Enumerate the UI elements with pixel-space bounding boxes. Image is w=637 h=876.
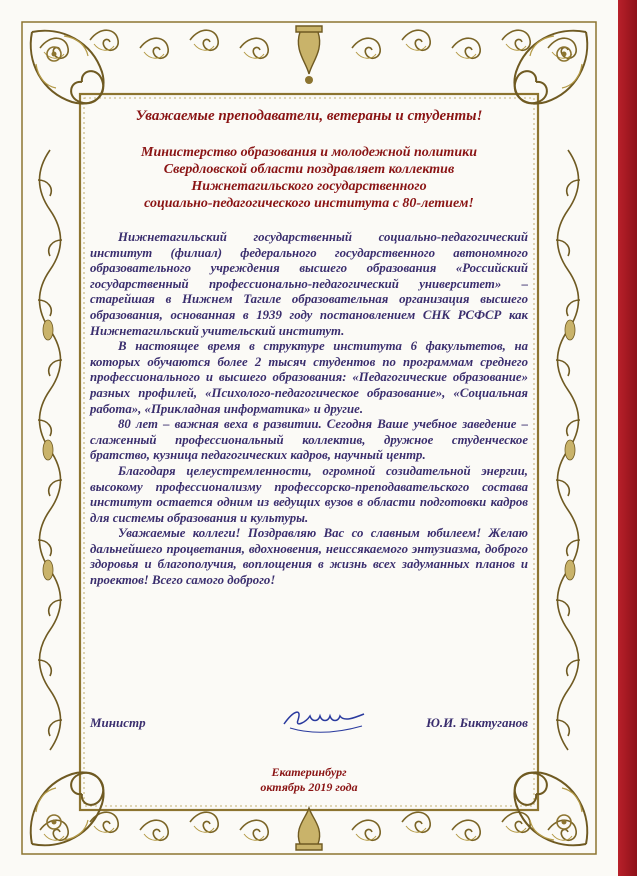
letter-body [90,230,528,589]
ministry-congratulation: Министерство образования и молодежной политики Свердловской области поздравляет коллектив Нижнетагильского государственного социально-педагогического института с 80-летием! [141,145,477,211]
paragraph-wishes: Уважаемые коллеги! Поздравляю Вас со славным юбилеем! Желаю дальнейшего процветания, вдохновения, неиссякаемого энтузиазма, доброго здоровья и благополучия, воплощения в жизнь всех задуманных планов и проектов! Всего самого доброго! [90,526,528,588]
handwritten-signature [280,702,370,738]
greeting-title: Уважаемые преподаватели, ветераны и студенты! [135,108,483,124]
red-folder-edge [618,0,637,876]
signatory-name: Ю.И. Биктуганов [426,715,528,730]
paragraph-structure: В настоящее время в структуре института 6 факультетов, на которых обучаются более 2 тысяч студентов по программам среднего профессионального и высшего образования: «Педагогические образование» разных профилей, «Психолого-педагогическое образование», «Социальная работа», «Прикладная информатика» и другие. [90,339,528,416]
paragraph-milestone: 80 лет – важная веха в развитии. Сегодня Ваше учебное заведение – слаженный профессиональный коллектив, дружное студенческое братство, кузница педагогических кадров, научный центр. [90,417,528,463]
date: октябрь 2019 года [260,780,358,794]
signatory-position: Министр [90,715,146,730]
paragraph-achievements: Благодаря целеустремленности, огромной созидательной энергии, высокому профессионализму профессорско-преподавательского состава институт остается одним из ведущих вузов в области подготовки кадров для системы образования и культуры. [90,463,528,525]
place: Екатеринбург [271,765,347,779]
paragraph-history: Нижнетагильский государственный социально-педагогический институт (филиал) федерального государственного автономного образовательного учреждения высшего образования «Российский государственный профессионально-педагогический университет» – старейшая в Нижнем Тагиле образовательная организация высшего образования, основанная в 1939 году постановлением СНК РСФСР как Нижнетагильский учительский институт. [90,230,528,338]
place-date [90,765,528,795]
letter-content [90,104,528,804]
